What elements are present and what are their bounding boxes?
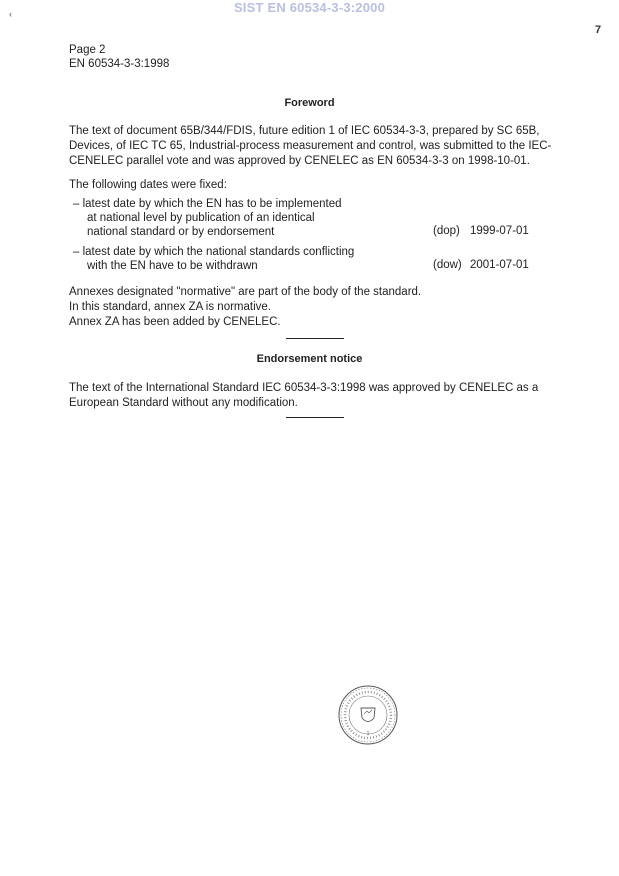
foreword-paragraph — [69, 124, 559, 168]
text-line: at national level by publication of an identical — [87, 212, 315, 224]
text-line: Annex ZA has been added by CENELEC. — [69, 315, 281, 328]
section-divider — [286, 417, 344, 418]
scan-speck: ‹ — [9, 9, 12, 19]
date-code: (dow) — [433, 259, 462, 271]
text-line: Annexes designated "normative" are part of the body of the standard. — [69, 286, 422, 298]
dates-intro: The following dates were fixed: — [69, 179, 227, 191]
section-divider — [286, 338, 344, 339]
text-line: national standard or by endorsement — [87, 226, 275, 238]
svg-text:1: 1 — [366, 731, 370, 737]
margin-mark: 7 — [595, 24, 602, 36]
text-line: with the EN have to be withdrawn — [87, 260, 258, 272]
text-line: – latest date by which the national standards conflicting — [73, 246, 355, 258]
text-line: The text of document 65B/344/FDIS, future edition 1 of IEC 60534-3-3, prepared by SC 65B, — [69, 125, 540, 137]
page-header — [69, 43, 169, 71]
annex-paragraph — [69, 285, 559, 329]
official-stamp-icon — [337, 684, 399, 746]
date-value: 2001-07-01 — [470, 259, 529, 271]
text-line: European Standard without any modification. — [69, 396, 298, 409]
text-line: – latest date by which the EN has to be implemented — [73, 198, 342, 210]
document-id: EN 60534-3-3:1998 — [69, 58, 170, 70]
text-line: CENELEC parallel vote and was approved by CENELEC as EN 60534-3-3 on 1998-10-01. — [69, 154, 530, 167]
endorsement-paragraph — [69, 381, 559, 411]
page-number: Page 2 — [69, 44, 106, 56]
endorsement-heading: Endorsement notice — [256, 353, 363, 365]
date-value: 1999-07-01 — [470, 225, 529, 237]
text-line: Devices, of IEC TC 65, Industrial-process measurement and control, was submitted to the IEC- — [69, 139, 552, 152]
text-line: The text of the International Standard IEC 60534-3-3:1998 was approved by CENELEC as a — [69, 382, 539, 394]
date-code: (dop) — [433, 225, 460, 237]
foreword-heading: Foreword — [284, 97, 335, 109]
watermark: SIST EN 60534-3-3:2000 — [233, 0, 386, 15]
text-line: In this standard, annex ZA is normative. — [69, 300, 271, 313]
